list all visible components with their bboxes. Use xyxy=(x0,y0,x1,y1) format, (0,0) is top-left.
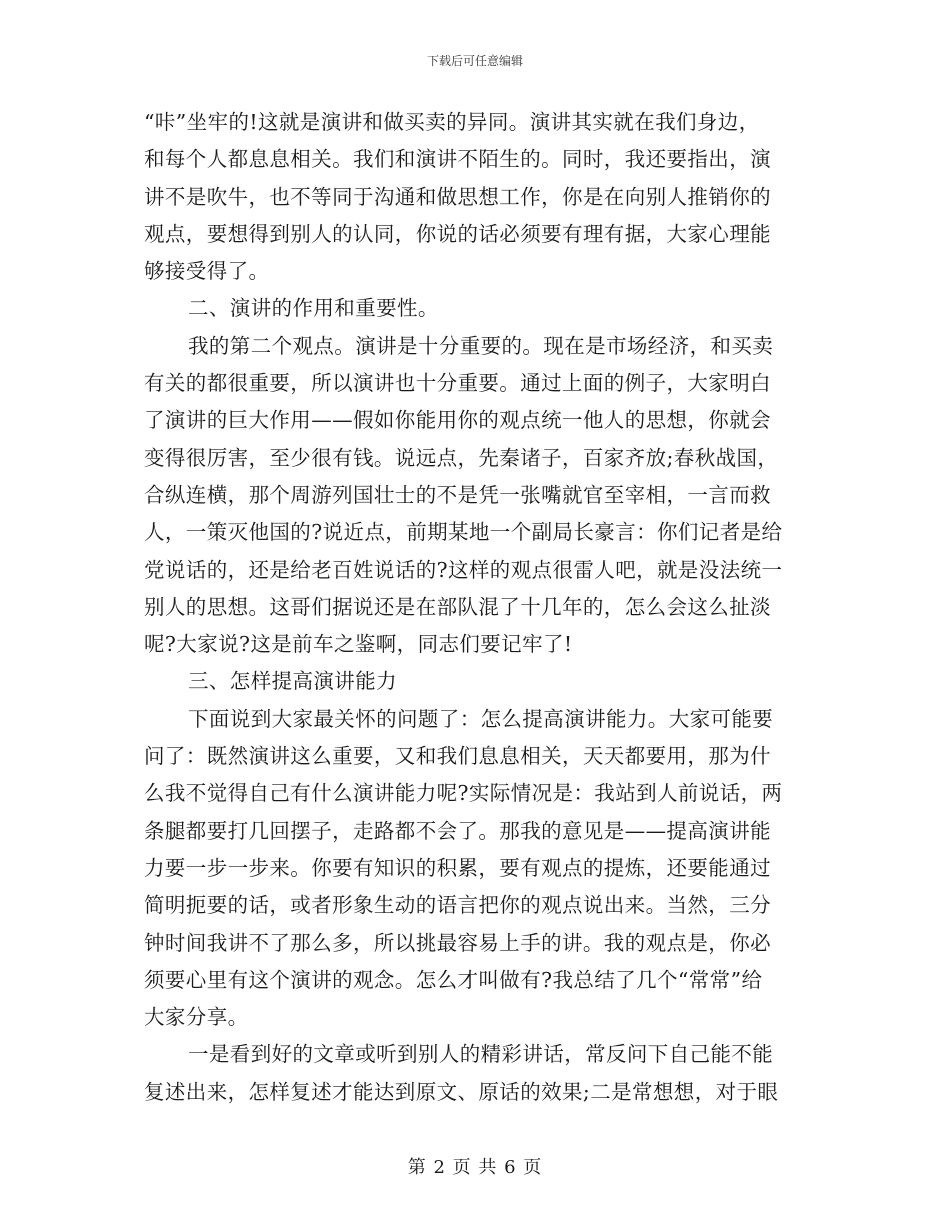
text-line: 么我不觉得自己有什么演讲能力呢?实际情况是：我站到人前说话，两 xyxy=(144,781,783,806)
section-heading: 三、怎样提高演讲能力 xyxy=(188,669,397,694)
section-heading: 二、演讲的作用和重要性。 xyxy=(188,296,439,321)
text-line: 一是看到好的文章或听到别人的精彩讲话，常反问下自己能不能 xyxy=(188,1042,774,1067)
text-line: 我的第二个观点。演讲是十分重要的。现在是市场经济，和买卖 xyxy=(188,333,774,358)
text-line: 党说话的，还是给老百姓说话的?这样的观点很雷人吧，就是没法统一 xyxy=(144,557,783,582)
text-line: 下面说到大家最关怀的问题了：怎么提高演讲能力。大家可能要 xyxy=(188,706,774,731)
page-header: 下载后可任意编辑 xyxy=(426,54,523,68)
text-line: 讲不是吹牛，也不等同于沟通和做思想工作，你是在向别人推销你的 xyxy=(144,184,771,209)
text-line: “咔”坐牢的!这就是演讲和做买卖的异同。演讲其实就在我们身边， xyxy=(144,110,760,134)
text-line: 和每个人都息息相关。我们和演讲不陌生的。同时，我还要指出，演 xyxy=(144,147,771,172)
text-line: 合纵连横，那个周游列国壮士的不是凭一张嘴就官至宰相，一言而救 xyxy=(144,482,771,507)
text-line: 别人的思想。这哥们据说还是在部队混了十几年的，怎么会这么扯淡 xyxy=(144,594,771,619)
text-line: 简明扼要的话，或者形象生动的语言把你的观点说出来。当然，三分 xyxy=(144,893,771,918)
text-line: 复述出来，怎样复述才能达到原文、原话的效果;二是常想想，对于眼 xyxy=(144,1079,779,1104)
text-line: 够接受得了。 xyxy=(144,259,270,284)
text-line: 有关的都很重要，所以演讲也十分重要。通过上面的例子，大家明白 xyxy=(144,371,771,396)
text-line: 观点，要想得到别人的认同，你说的话必须要有理有据，大家心理能 xyxy=(144,221,771,246)
text-line: 须要心里有这个演讲的观念。怎么才叫做有?我总结了几个“常常”给 xyxy=(144,967,763,992)
text-line: 条腿都要打几回摆子，走路都不会了。那我的意见是——提高演讲能 xyxy=(144,818,771,843)
text-line: 大家分享。 xyxy=(144,1005,249,1030)
page-number: 第 2 页 共 6 页 xyxy=(407,1157,543,1178)
text-line: 呢?大家说?这是前车之鉴啊，同志们要记牢了! xyxy=(144,632,573,657)
text-line: 钟时间我讲不了那么多，所以挑最容易上手的讲。我的观点是，你必 xyxy=(144,930,771,955)
document-body xyxy=(144,104,804,1111)
text-line: 人，一策灭他国的?说近点，前期某地一个副局长豪言：你们记者是给 xyxy=(144,520,783,545)
text-line: 问了：既然演讲这么重要，又和我们息息相关，天天都要用，那为什 xyxy=(144,744,771,769)
text-line: 了演讲的巨大作用——假如你能用你的观点统一他人的思想，你就会 xyxy=(144,408,771,433)
text-line: 力要一步一步来。你要有知识的积累，要有观点的提炼，还要能通过 xyxy=(144,855,771,880)
text-line: 变得很厉害，至少很有钱。说远点，先秦诸子，百家齐放;春秋战国， xyxy=(144,445,779,470)
